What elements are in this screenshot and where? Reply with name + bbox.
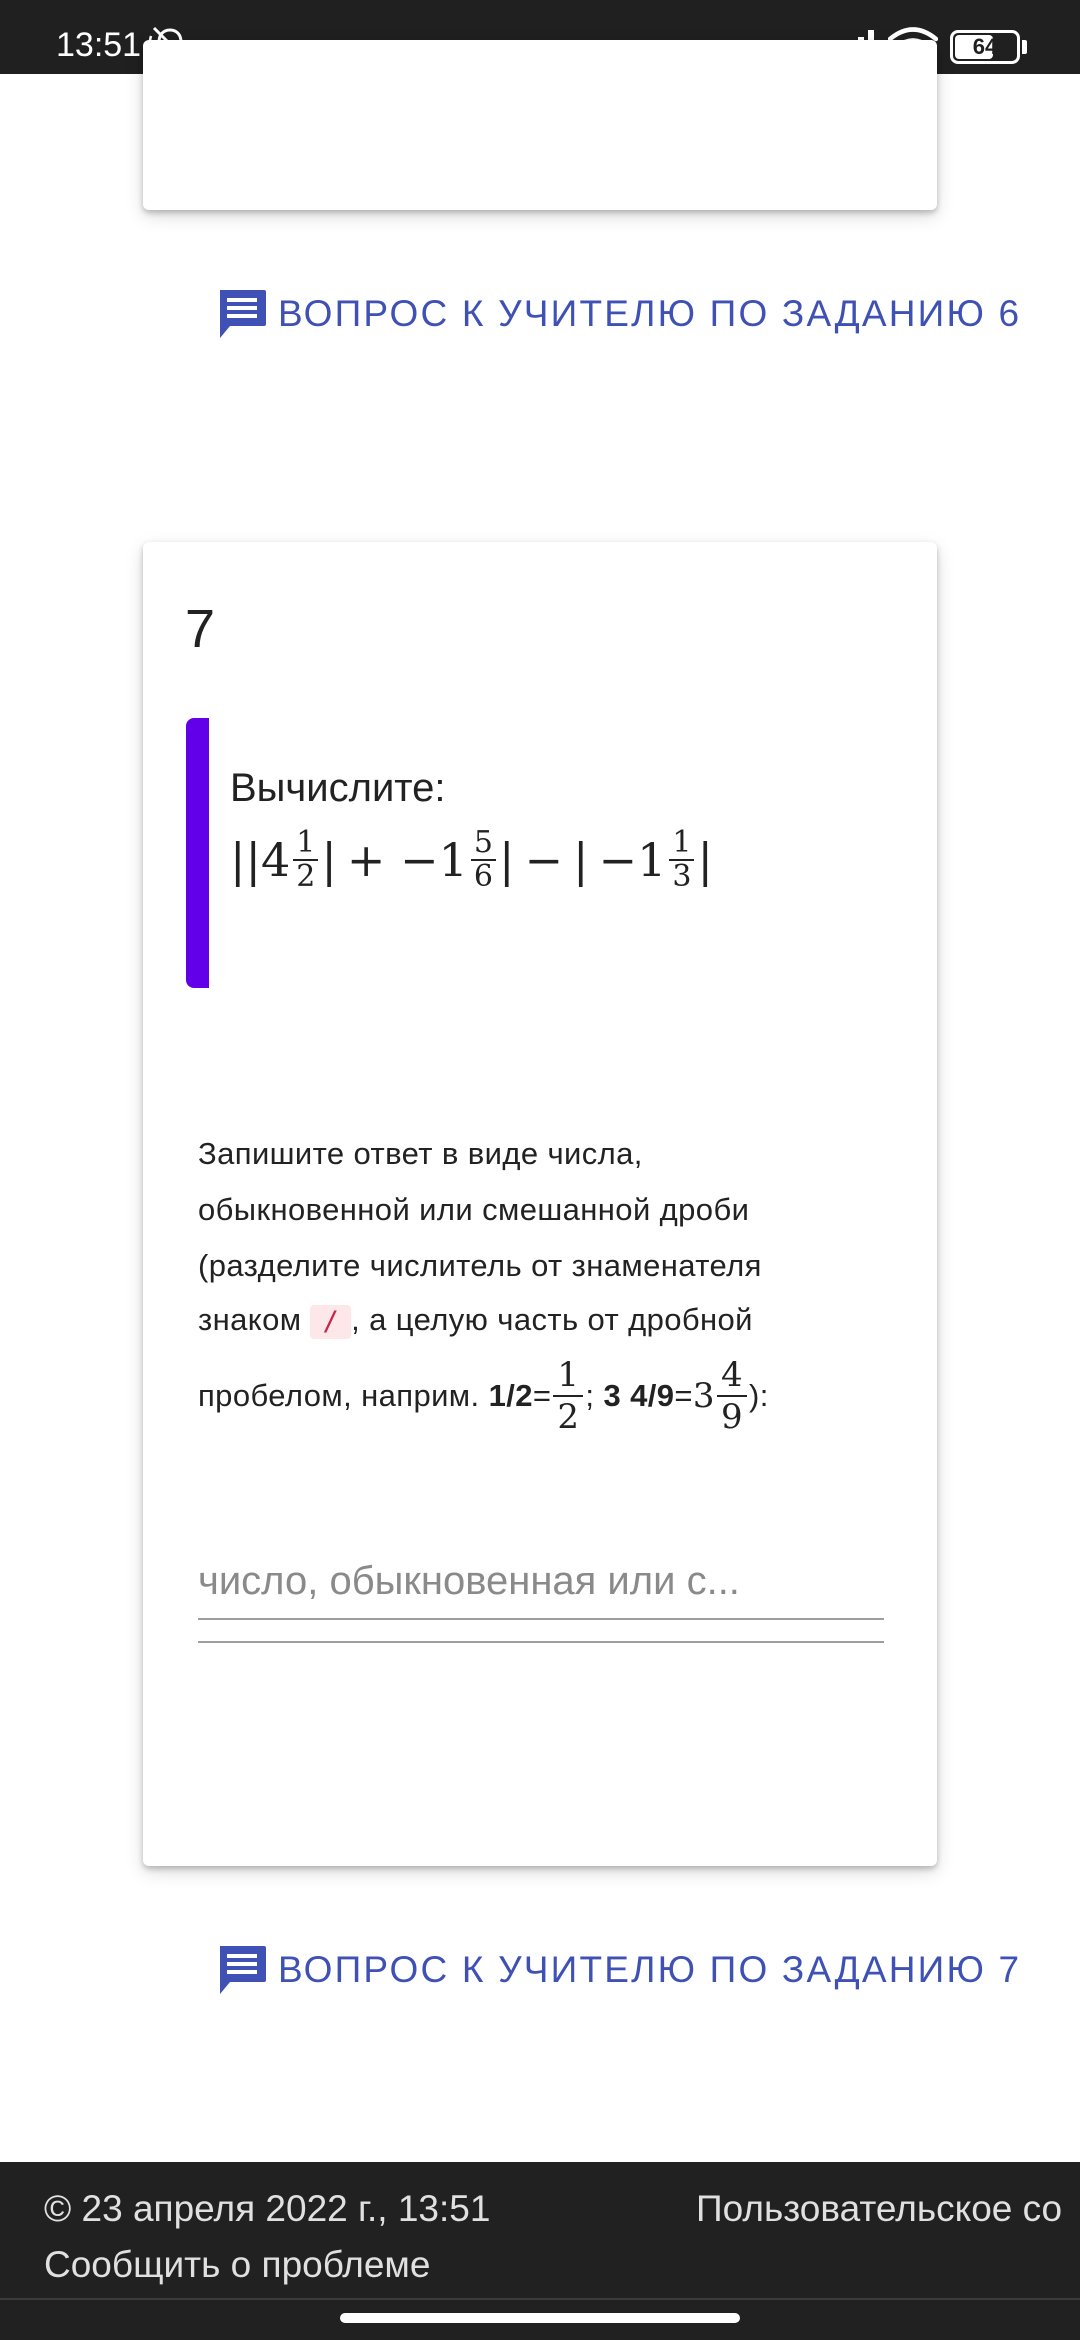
instructions-line-4: [198, 1302, 878, 1339]
teacher-question-6-label: ВОПРОС К УЧИТЕЛЮ ПО ЗАДАНИЮ 6: [278, 293, 1022, 334]
home-indicator[interactable]: [340, 2313, 740, 2323]
instructions-line-5: [198, 1346, 878, 1446]
example-2-whole: 3: [692, 1376, 715, 1416]
formula-n2-num: 5: [471, 827, 496, 861]
answer-input[interactable]: [198, 1544, 884, 1620]
formula-bar-3: |: [573, 833, 589, 887]
instructions-line-2: обыкновенной или смешанной дроби: [198, 1192, 750, 1227]
formula-n1-den: 2: [296, 859, 316, 894]
instructions-closing: ):: [749, 1378, 769, 1413]
status-time: 13:51: [56, 26, 142, 64]
formula-n3-whole: 1: [637, 833, 667, 887]
formula-plus-minus: + −: [346, 833, 439, 887]
instructions-line-3: (разделите числитель от знаменателя: [198, 1248, 762, 1283]
footer-copyright: © 23 апреля 2022 г., 13:51: [44, 2188, 491, 2229]
formula-minus: −: [524, 833, 564, 887]
formula-n2-den: 6: [473, 859, 493, 894]
formula-n3-den: 3: [672, 859, 692, 894]
instructions-line-1: Запишите ответ в виде числа,: [198, 1136, 643, 1171]
battery-level: 64: [972, 34, 998, 59]
formula-fraction-1: [293, 827, 318, 893]
footer-user-agreement-link[interactable]: Пользовательское со: [696, 2188, 1063, 2229]
footer-divider: [0, 2298, 1080, 2300]
example-2-eq: =: [674, 1378, 693, 1413]
formula-neg: −: [598, 833, 638, 887]
separator-code: /: [310, 1305, 351, 1339]
task-accent-bar: [186, 718, 209, 988]
example-1-num: 1: [553, 1355, 583, 1397]
battery-tip: [1022, 40, 1027, 54]
teacher-question-6-button[interactable]: [214, 284, 1021, 344]
example-2-num: 4: [717, 1355, 747, 1397]
teacher-question-7-button[interactable]: [214, 1940, 1021, 2000]
formula-open-bars: ||: [230, 833, 261, 887]
formula-bar-4: |: [697, 833, 713, 887]
example-1-den: 2: [557, 1397, 580, 1437]
task-prompt: Вычислите:: [230, 766, 446, 810]
formula-fraction-3: [669, 827, 694, 893]
comment-icon: [214, 286, 270, 342]
formula-n2-whole: 1: [438, 833, 468, 887]
formula-bar-2: |: [498, 833, 515, 887]
instructions-line-4-after: , а целую часть от дробной: [351, 1302, 753, 1337]
example-1-fraction: [553, 1355, 583, 1437]
comment-icon: [214, 1942, 270, 1998]
example-1-eq: =: [532, 1378, 552, 1413]
task-formula: [230, 822, 713, 898]
answer-underline: [198, 1641, 884, 1643]
teacher-question-7-label: ВОПРОС К УЧИТЕЛЮ ПО ЗАДАНИЮ 7: [278, 1949, 1022, 1990]
footer-report-problem-link[interactable]: Сообщить о проблеме: [44, 2244, 431, 2285]
task-card-6: [143, 40, 937, 210]
formula-bar-1: |: [321, 833, 337, 887]
battery-icon: [950, 30, 1020, 64]
formula-fraction-2: [471, 827, 496, 893]
formula-n1-num: 1: [293, 827, 318, 861]
example-2-den: 9: [720, 1397, 744, 1437]
example-2-fraction: [717, 1355, 747, 1437]
example-1-input: 1/2: [488, 1378, 533, 1413]
instructions-line-4-before: знаком: [198, 1302, 302, 1337]
formula-n1-whole: 4: [261, 833, 291, 887]
formula-n3-num: 1: [669, 827, 694, 861]
example-separator: ;: [585, 1378, 595, 1413]
task-number: 7: [185, 599, 216, 659]
instructions-line-5-text: пробелом, наприм.: [198, 1378, 480, 1413]
example-2-input: 3 4/9: [603, 1378, 675, 1413]
